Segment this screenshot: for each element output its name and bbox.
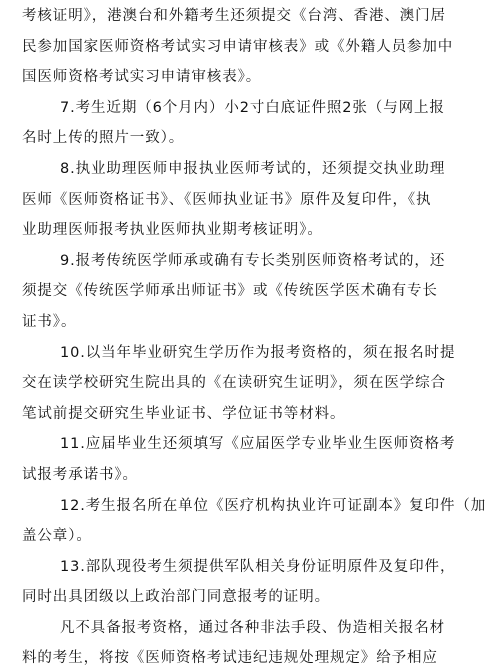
text-line: 盖公章）。 bbox=[22, 528, 92, 544]
item-13-line: 13.部队现役考生须提供军队相关身份证明原件及复印件， bbox=[60, 559, 456, 575]
text-line: 医师《医师资格证书》、《医师执业证书》原件及复印件，《执 bbox=[22, 192, 432, 208]
item-12-line: 12.考生报名所在单位《医疗机构执业许可证副本》复印件（加 bbox=[60, 498, 486, 514]
item-11-line: 11.应届毕业生还须填写《应届医学专业毕业生医师资格考 bbox=[60, 436, 456, 452]
text-line: 业助理医师报考执业医师执业期考核证明》。 bbox=[22, 222, 323, 238]
text-line: 料的考生，将按《医师资格考试违纪违规处理规定》给予相应 bbox=[22, 650, 438, 666]
text-line: 试报考承诺书》。 bbox=[22, 467, 138, 483]
text-line: 民参加国家医师资格考试实习申请审核表》或《外籍人员参加中 bbox=[22, 39, 454, 55]
text-line: 名时上传的照片一致）。 bbox=[22, 130, 185, 146]
text-line: 考核证明》，港澳台和外籍考生还须提交《台湾、香港、澳门居 bbox=[22, 8, 446, 24]
item-8-line: 8.执业助理医师申报执业医师考试的，还须提交执业助理 bbox=[60, 161, 446, 177]
text-line: 国医师资格考试实习申请审核表》。 bbox=[22, 69, 262, 85]
closing-paragraph-line: 凡不具备报考资格，通过各种非法手段、伪造相关报名材 bbox=[60, 620, 445, 636]
item-10-line: 10.以当年毕业研究生学历作为报考资格的，须在报名时提 bbox=[60, 345, 456, 361]
text-line: 证书》。 bbox=[22, 314, 77, 330]
text-line: 同时出具团级以上政治部门同意报考的证明。 bbox=[22, 589, 330, 605]
item-9-line: 9.报考传统医学师承或确有专长类别医师资格考试的，还 bbox=[60, 253, 446, 269]
item-7-line: 7.考生近期（6个月内）小2寸白底证件照2张（与网上报 bbox=[60, 100, 445, 116]
text-line: 须提交《传统医学师承出师证书》或《传统医学医术确有专长 bbox=[22, 283, 438, 299]
text-line: 交在读学校研究生院出具的《在读研究生证明》，须在医学综合 bbox=[22, 375, 446, 391]
text-line: 笔试前提交研究生毕业证书、学位证书等材料。 bbox=[22, 406, 346, 422]
